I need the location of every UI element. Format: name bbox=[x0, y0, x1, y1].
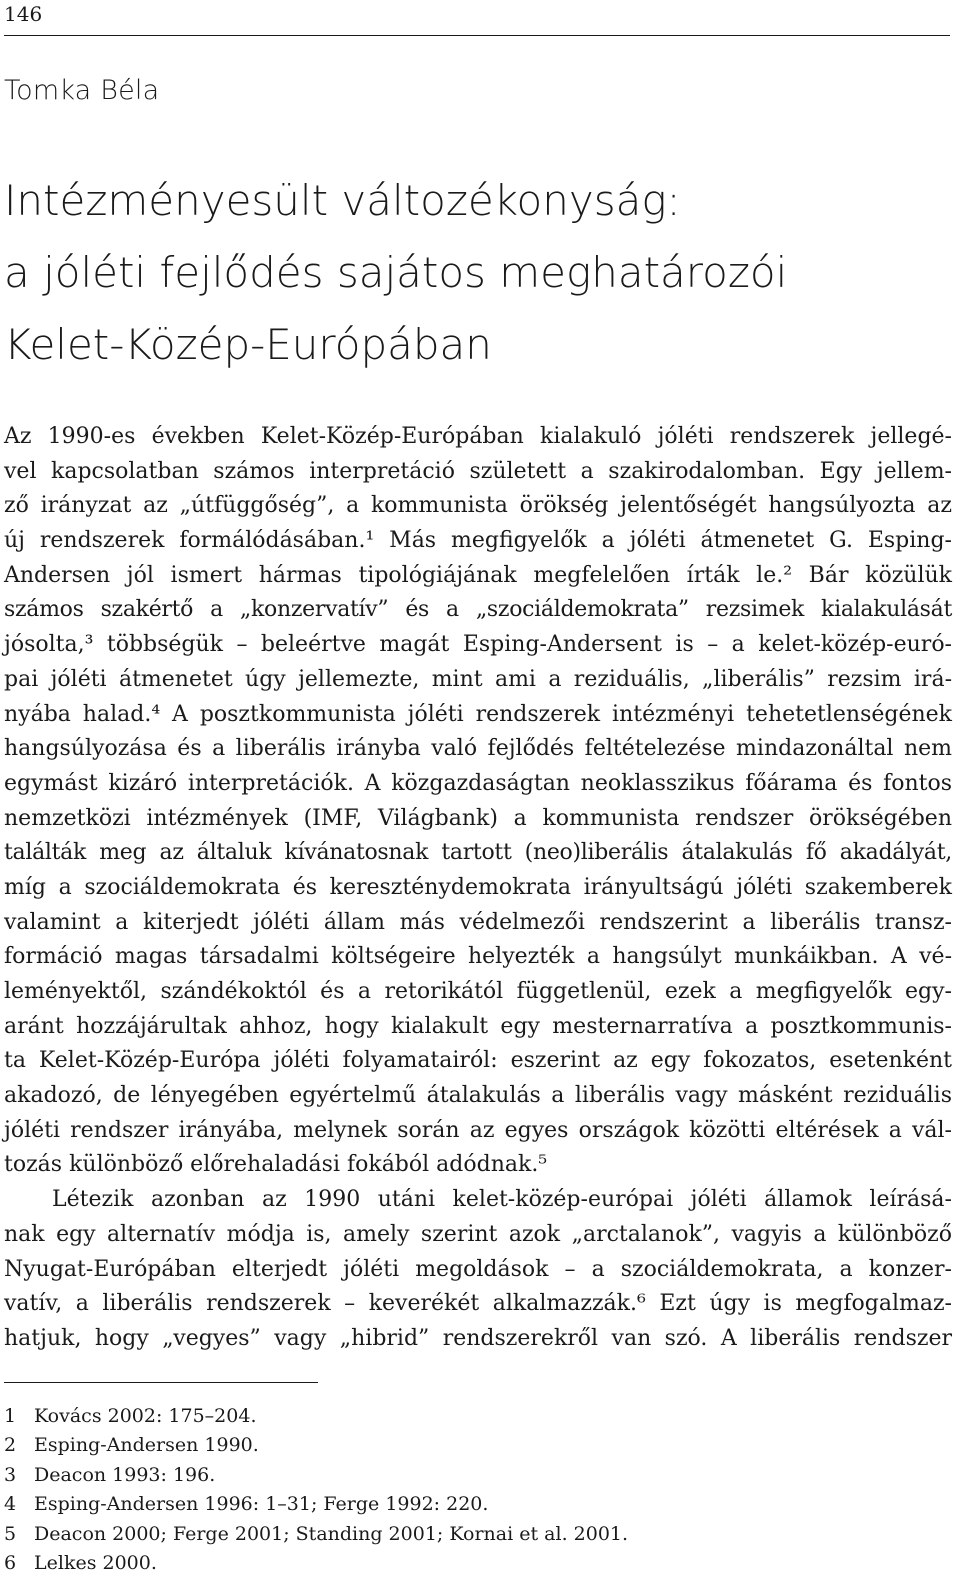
footnote-number: 5 bbox=[4, 1522, 17, 1545]
footnote bbox=[4, 1520, 804, 1549]
body-line: hangsúlyozása és a liberális irányba való fejlődés feltételezése mindazonáltal nem bbox=[4, 736, 952, 762]
footnote bbox=[4, 1402, 804, 1431]
body-line: tozás különböző előrehaladási fokából adódnak.⁵ bbox=[4, 1152, 548, 1178]
body-line: formáció magas társadalmi költségeire helyezték a hangsúlyt munkáikban. A vé- bbox=[4, 944, 952, 970]
body-line: akadozó, de lényegében egyértelmű átalakulás a liberális vagy másként reziduális bbox=[4, 1083, 952, 1109]
body-line: egymást kizáró interpretációk. A közgazdaságtan neoklasszikus főárama és fontos bbox=[4, 770, 952, 796]
body-line: hatjuk, hogy „vegyes” vagy „hibrid” rendszerekről van szó. A liberális rendszer bbox=[4, 1325, 952, 1351]
footnote-text: Kovács 2002: 175–204. bbox=[34, 1405, 257, 1427]
footnote-text: Lelkes 2000. bbox=[34, 1551, 157, 1574]
body-line: Andersen jól ismert hármas tipológiájának megfelelően írták le.² Bár közülük bbox=[4, 562, 952, 588]
body-line: jósolta,³ többségük – beleértve magát Esping-Andersent is – a kelet-közép-euró- bbox=[4, 632, 952, 658]
title-line: Kelet-Közép-Európában bbox=[4, 320, 492, 369]
article-title bbox=[4, 165, 954, 381]
footnote-text: Deacon 1993: 196. bbox=[34, 1463, 216, 1486]
body-line: vel kapcsolatban számos interpretáció született a szakirodalomban. Egy jellem- bbox=[4, 458, 952, 484]
footnote bbox=[4, 1431, 804, 1460]
body-line: ta Kelet-Közép-Európa jóléti folyamatairól: eszerint az egy fokozatos, esetenként bbox=[4, 1048, 952, 1074]
footnote-text: Esping-Andersen 1990. bbox=[34, 1434, 259, 1457]
body-line: aránt hozzájárultak ahhoz, hogy kialakult egy mesternarratíva a posztkommunis- bbox=[4, 1013, 952, 1039]
title-line: a jóléti fejlődés sajátos meghatározói bbox=[4, 248, 788, 297]
footnote bbox=[4, 1490, 804, 1519]
footnote-rule bbox=[4, 1382, 318, 1383]
body-line: nak egy alternatív módja is, amely szerint azok „arctalanok”, vagyis a különböző bbox=[4, 1221, 952, 1247]
footnote-text: Deacon 2000; Ferge 2001; Standing 2001; Kornai et al. 2001. bbox=[34, 1522, 629, 1545]
body-line: pai jóléti átmenetet úgy jellemezte, mint ami a reziduális, „liberális” rezsim irá- bbox=[4, 666, 952, 692]
body-line: Létezik azonban az 1990 utáni kelet-közép-európai jóléti államok leírásá- bbox=[52, 1187, 952, 1213]
body-line: Nyugat-Európában elterjedt jóléti megoldások – a szociáldemokrata, a konzer- bbox=[4, 1256, 952, 1282]
footnote-number: 4 bbox=[4, 1493, 17, 1516]
body-text bbox=[4, 420, 952, 1357]
body-line: új rendszerek formálódásában.¹ Más megfigyelők a jóléti átmenetet G. Esping- bbox=[4, 528, 952, 554]
author-name: Tomka Béla bbox=[4, 75, 160, 106]
footnote-number: 2 bbox=[4, 1434, 17, 1457]
body-line: találták meg az általuk kívánatosnak tartott (neo)liberális átalakulás fő akadályát, bbox=[4, 840, 952, 866]
body-line: nyába halad.⁴ A posztkommunista jóléti rendszerek intézményi tehetetlenségének bbox=[4, 701, 952, 727]
footnote-number: 1 bbox=[4, 1405, 17, 1427]
page-number: 146 bbox=[4, 2, 43, 26]
body-line: valamint a kiterjedt jóléti állam más védelmezői rendszerint a liberális transz- bbox=[4, 909, 952, 935]
body-line: nemzetközi intézmények (IMF, Világbank) a kommunista rendszer örökségében bbox=[4, 805, 952, 831]
body-line: jóléti rendszer irányába, melynek során az egyes országok közötti eltérések a vál- bbox=[4, 1117, 952, 1143]
footnote-number: 3 bbox=[4, 1463, 17, 1486]
body-line: leményektől, szándékoktól és a retorikától függetlenül, ezek a megfigyelők egy- bbox=[4, 979, 952, 1004]
footnotes bbox=[4, 1402, 804, 1578]
footnote-text: Esping-Andersen 1996: 1–31; Ferge 1992: 220. bbox=[34, 1493, 489, 1516]
footnote-number: 6 bbox=[4, 1551, 17, 1574]
footnote bbox=[4, 1461, 804, 1490]
header-rule bbox=[4, 35, 950, 36]
body-line: míg a szociáldemokrata és kereszténydemokrata irányultságú jóléti szakemberek bbox=[4, 874, 952, 900]
body-line: Az 1990-es években Kelet-Közép-Európában kialakuló jóléti rendszerek jellegé- bbox=[4, 424, 952, 449]
footnote bbox=[4, 1549, 804, 1578]
title-line: Intézményesült változékonyság: bbox=[4, 176, 681, 225]
body-line: ző irányzat az „útfüggőség”, a kommunista örökség jelentőségét hangsúlyozta az bbox=[4, 493, 952, 519]
body-line: vatív, a liberális rendszerek – keverékét alkalmazzák.⁶ Ezt úgy is megfogalmaz- bbox=[4, 1291, 952, 1317]
body-line: számos szakértő a „konzervatív” és a „szociáldemokrata” rezsimek kialakulását bbox=[4, 597, 952, 623]
